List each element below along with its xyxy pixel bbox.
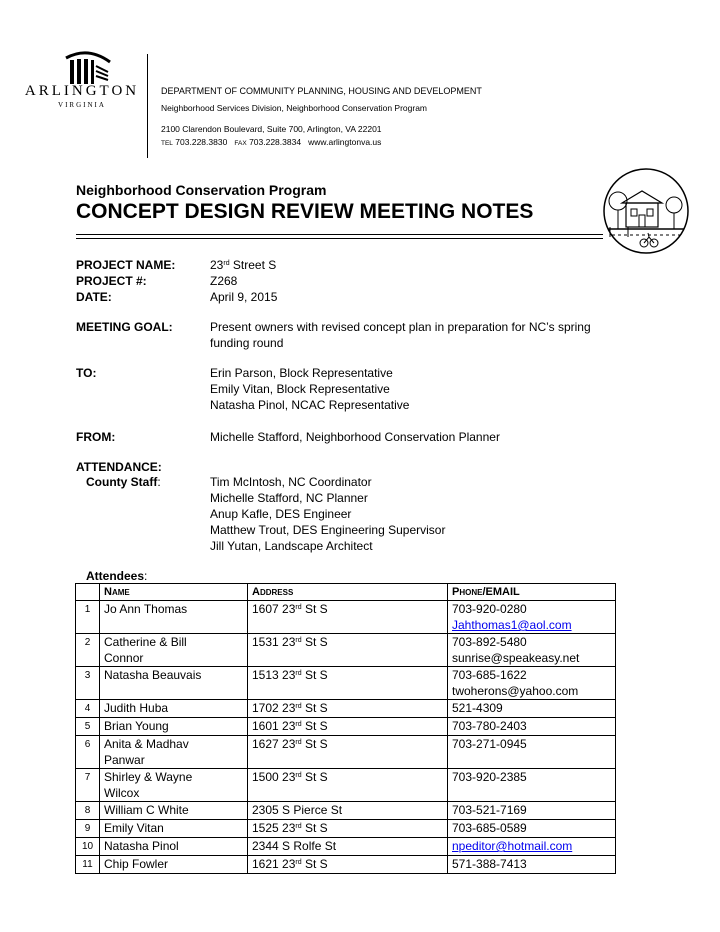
phone-number: 703-521-7169 [452, 803, 527, 817]
address-ordinal: rd [295, 859, 302, 866]
table-row [76, 667, 616, 700]
address-ordinal: rd [295, 721, 302, 728]
address-number: 1500 23 [252, 770, 296, 784]
table-row [76, 802, 616, 820]
meeting-goal-label: MEETING GOAL: [76, 320, 173, 334]
arlington-logo [18, 50, 146, 120]
attendee-contact [448, 700, 616, 718]
division-name: Neighborhood Services Division, Neighborhood Conservation Program [161, 103, 428, 113]
table-row [76, 820, 616, 838]
attendee-name-line: Judith Huba [104, 701, 169, 715]
address-ordinal: rd [295, 772, 302, 779]
header-phone-email: Phone/EMAIL [448, 584, 616, 601]
attendees-label [86, 568, 147, 584]
email-address[interactable]: Jahthomas1@aol.com [452, 618, 572, 632]
staff-member: Tim McIntosh, NC Coordinator [210, 475, 372, 489]
table-row [76, 700, 616, 718]
attendee-address [248, 700, 448, 718]
row-number: 7 [76, 769, 100, 802]
address-street: St S [301, 635, 328, 649]
attendee-name [100, 856, 248, 874]
phone-number: 571-388-7413 [452, 857, 527, 871]
phone-number: 703-920-0280 [452, 602, 527, 616]
tel-label: TEL [161, 140, 173, 147]
attendee-address [248, 718, 448, 736]
attendee-contact [448, 802, 616, 820]
attendee-contact [448, 838, 616, 856]
attendee-address [248, 736, 448, 769]
meeting-goal-line2: funding round [210, 336, 284, 350]
staff-member: Jill Yutan, Landscape Architect [210, 539, 373, 553]
staff-member: Anup Kafle, DES Engineer [210, 507, 352, 521]
attendee-name-line: Natasha Beauvais [104, 668, 202, 682]
attendee-name [100, 838, 248, 856]
attendee-name-line: Emily Vitan [104, 821, 164, 835]
row-number: 9 [76, 820, 100, 838]
project-name-label: PROJECT NAME: [76, 258, 176, 272]
attendee-name-line: Shirley & Wayne [104, 770, 193, 784]
email-address: twoherons@yahoo.com [452, 684, 579, 698]
website[interactable]: www.arlingtonva.us [308, 137, 382, 147]
address-ordinal: rd [295, 670, 302, 677]
address-number: 1627 23 [252, 737, 296, 751]
project-name-sup: rd [223, 260, 230, 267]
tel-number: 703.228.3830 [175, 137, 228, 147]
attendee-name-line: Wilcox [104, 786, 140, 800]
row-number: 1 [76, 601, 100, 634]
attendance-label: ATTENDANCE: [76, 460, 162, 474]
address-ordinal: rd [295, 703, 302, 710]
attendee-address [248, 601, 448, 634]
attendees-text: Attendees [86, 569, 145, 583]
row-number: 10 [76, 838, 100, 856]
page-title: CONCEPT DESIGN REVIEW MEETING NOTES [76, 200, 534, 223]
table-row [76, 634, 616, 667]
office-address: 2100 Clarendon Boulevard, Suite 700, Arlington, VA 22201 [161, 124, 382, 134]
attendees-table-body [76, 601, 616, 874]
row-number: 3 [76, 667, 100, 700]
address-ordinal: rd [295, 604, 302, 611]
project-name-num: 23 [210, 258, 224, 272]
meeting-goal-line1: Present owners with revised concept plan in preparation for NC’s spring [210, 320, 591, 334]
table-row [76, 856, 616, 874]
address-number: 1531 23 [252, 635, 296, 649]
attendee-contact [448, 601, 616, 634]
attendee-name [100, 601, 248, 634]
address-street: St S [301, 701, 328, 715]
attendee-address [248, 634, 448, 667]
program-title: Neighborhood Conservation Program [76, 182, 327, 198]
staff-member: Matthew Trout, DES Engineering Supervisor [210, 523, 446, 537]
title-double-rule [76, 234, 603, 239]
logo-wordmark: ARLINGTON [24, 83, 140, 99]
address-street: St S [301, 737, 328, 751]
attendee-contact [448, 667, 616, 700]
attendee-address [248, 667, 448, 700]
phone-number: 703-685-1622 [452, 668, 527, 682]
table-header-row [76, 584, 616, 601]
table-row [76, 736, 616, 769]
phone-number: 703-271-0945 [452, 737, 527, 751]
attendee-name-line: Brian Young [104, 719, 169, 733]
attendee-contact [448, 718, 616, 736]
letterhead-divider [147, 54, 148, 158]
attendee-name [100, 700, 248, 718]
from-label: FROM: [76, 430, 116, 444]
phone-number: 521-4309 [452, 701, 503, 715]
attendee-name-line: Natasha Pinol [104, 839, 179, 853]
header-name: Name [100, 584, 248, 601]
attendee-address [248, 820, 448, 838]
attendee-name-line: Catherine & Bill [104, 635, 187, 649]
attendee-contact [448, 820, 616, 838]
to-label: TO: [76, 366, 97, 380]
attendee-name-line: Panwar [104, 753, 145, 767]
row-number: 4 [76, 700, 100, 718]
attendee-name [100, 718, 248, 736]
attendee-name-line: William C White [104, 803, 189, 817]
attendee-name-line: Connor [104, 651, 144, 665]
table-row [76, 769, 616, 802]
address-street: St S [301, 857, 328, 871]
attendee-contact [448, 769, 616, 802]
row-number: 5 [76, 718, 100, 736]
neighborhood-emblem-icon [602, 167, 690, 255]
address-number: 1601 23 [252, 719, 296, 733]
phone-number: 703-780-2403 [452, 719, 527, 733]
attendee-name-line: Jo Ann Thomas [104, 602, 188, 616]
county-staff-colon: : [157, 475, 161, 489]
attendee-name [100, 736, 248, 769]
address-number: 1607 23 [252, 602, 296, 616]
email-address[interactable]: npeditor@hotmail.com [452, 839, 573, 853]
address-street: St S [301, 770, 328, 784]
table-row [76, 838, 616, 856]
fax-number: 703.228.3834 [249, 137, 302, 147]
attendee-address [248, 802, 448, 820]
to-recipient: Natasha Pinol, NCAC Representative [210, 398, 410, 412]
address-number: 2305 S Pierce St [252, 803, 343, 817]
table-row [76, 718, 616, 736]
to-recipient: Erin Parson, Block Representative [210, 366, 393, 380]
attendee-name-line: Anita & Madhav [104, 737, 189, 751]
attendees-colon: : [144, 569, 148, 583]
attendee-name-line: Chip Fowler [104, 857, 169, 871]
project-name-rest: Street S [229, 258, 277, 272]
fax-label: FAX [234, 140, 247, 147]
phone-number: 703-685-0589 [452, 821, 527, 835]
county-staff-text: County Staff [86, 475, 158, 489]
address-street: St S [301, 821, 328, 835]
staff-member: Michelle Stafford, NC Planner [210, 491, 368, 505]
phone-number: 703-920-2385 [452, 770, 527, 784]
row-number: 2 [76, 634, 100, 667]
address-street: St S [301, 668, 328, 682]
attendee-contact [448, 856, 616, 874]
attendee-name [100, 769, 248, 802]
header-number [76, 584, 100, 601]
arlington-house-icon [58, 50, 118, 86]
project-number-value: Z268 [210, 274, 238, 288]
attendee-contact [448, 736, 616, 769]
logo-subtitle: VIRGINIA [58, 101, 106, 109]
address-street: St S [301, 602, 328, 616]
email-address: sunrise@speakeasy.net [452, 651, 580, 665]
attendee-name [100, 820, 248, 838]
attendee-name [100, 667, 248, 700]
header-address: Address [248, 584, 448, 601]
date-label: DATE: [76, 290, 112, 304]
department-name: DEPARTMENT OF COMMUNITY PLANNING, HOUSING AND DEVELOPMENT [161, 86, 482, 96]
address-number: 1513 23 [252, 668, 296, 682]
address-ordinal: rd [295, 637, 302, 644]
address-street: St S [301, 719, 328, 733]
attendees-table [75, 583, 616, 874]
address-number: 2344 S Rolfe St [252, 839, 337, 853]
row-number: 8 [76, 802, 100, 820]
address-number: 1621 23 [252, 857, 296, 871]
attendee-address [248, 769, 448, 802]
project-name-value [210, 257, 276, 273]
address-ordinal: rd [295, 823, 302, 830]
address-number: 1525 23 [252, 821, 296, 835]
row-number: 11 [76, 856, 100, 874]
county-staff-label [86, 474, 161, 490]
to-recipient: Emily Vitan, Block Representative [210, 382, 390, 396]
contact-line [161, 137, 381, 147]
row-number: 6 [76, 736, 100, 769]
address-number: 1702 23 [252, 701, 296, 715]
address-ordinal: rd [295, 739, 302, 746]
phone-number: 703-892-5480 [452, 635, 527, 649]
project-number-label: PROJECT #: [76, 274, 147, 288]
attendee-address [248, 838, 448, 856]
table-row [76, 601, 616, 634]
from-value: Michelle Stafford, Neighborhood Conservation Planner [210, 430, 500, 444]
attendee-name [100, 634, 248, 667]
attendee-name [100, 802, 248, 820]
attendee-address [248, 856, 448, 874]
attendee-contact [448, 634, 616, 667]
date-value: April 9, 2015 [210, 290, 278, 304]
